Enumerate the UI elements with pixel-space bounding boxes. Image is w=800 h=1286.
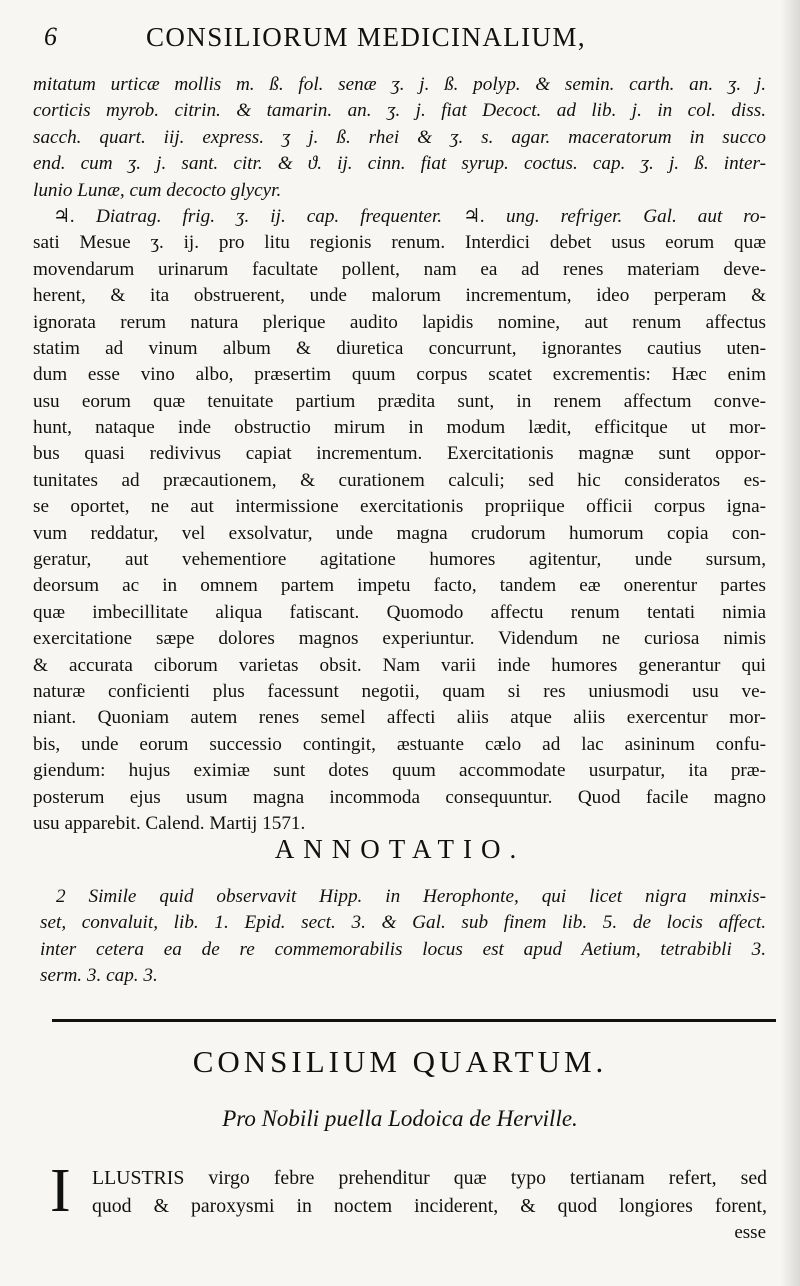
- body-line: herent, & ita obstruerent, unde malorum incrementum, ideo perperam &: [33, 285, 766, 307]
- body-line: vum reddatur, vel exsolvatur, unde magna crudorum humorum copia con-: [33, 522, 766, 544]
- body-line: se oportet, ne aut intermissione exercitationis propriique officii corpus igna-: [33, 496, 766, 518]
- body-line: posterum ejus usum magna incommoda consequuntur. Quod facile magno: [33, 786, 766, 808]
- annotatio-line: 2 Simile quid observavit Hipp. in Herophonte, qui licet nigra minxis-: [56, 886, 766, 907]
- body-line: ignorata rerum natura plerique audito lapidis nomine, aut renum affectus: [33, 311, 766, 333]
- body-line: niant. Quoniam autem renes semel affecti aliis atque aliis exercentur mor-: [33, 707, 766, 729]
- opening-text: [92, 1164, 767, 1220]
- section-title: CONSILIUM QUARTUM.: [192, 1044, 608, 1079]
- body-line: usu eorum quæ tenuitate partium prædita sunt, in renem affectum conve-: [33, 390, 766, 412]
- body-line: sacch. quart. iij. express. ʒ j. ß. rhei & ʒ. s. agar. maceratorum in succo: [33, 126, 766, 148]
- body-line: mitatum urticæ mollis m. ß. fol. senæ ʒ. j. ß. polyp. & semin. carth. an. ʒ. j.: [33, 74, 766, 95]
- body-line: bis, unde eorum successio contingit, æstuante cælo ad lac asininum confu-: [33, 733, 766, 755]
- body-line: lunio Lunæ, cum decocto glycyr.: [33, 179, 282, 201]
- body-line: deorsum ac in omnem partem impetu facto, tandem eæ onerentur partes: [33, 575, 766, 597]
- annotatio-line: set, convaluit, lib. 1. Epid. sect. 3. & Gal. sub finem lib. 5. de locis affect.: [40, 912, 766, 934]
- body-line: ♃. Diatrag. frig. ʒ. ij. cap. frequenter. ♃. ung. refriger. Gal. aut ro-: [53, 205, 766, 227]
- annotatio-heading: ANNOTATIO.: [274, 834, 526, 864]
- drop-cap: I: [50, 1157, 71, 1225]
- annotatio-line: serm. 3. cap. 3.: [40, 965, 158, 987]
- body-line: hunt, nataque inde obstructio mirum in modum lædit, efficitque ut mor-: [33, 417, 766, 439]
- page-edge-shadow: [780, 0, 800, 1286]
- body-line: statim ad vinum album & diuretica concurrunt, ignorantes cautius uten-: [33, 337, 766, 359]
- running-head: CONSILIORUM MEDICINALIUM,: [146, 22, 586, 52]
- body-text: [33, 72, 766, 837]
- page-number: 6: [44, 22, 57, 51]
- body-line: naturæ conficienti plus facessunt negotii, quam si res uniusmodi usu ve-: [33, 680, 766, 702]
- catchword: esse: [734, 1222, 766, 1243]
- body-line: movendarum urinarum facultate pollent, nam ea ad renes materiam deve-: [33, 258, 766, 280]
- section-divider: [52, 1019, 776, 1022]
- annotatio-line: inter cetera ea de re commemorabilis locus est apud Aetium, tetrabibli 3.: [40, 938, 766, 960]
- opening-line: quod & paroxysmi in noctem inciderent, & quod longiores forent,: [92, 1195, 767, 1217]
- body-line: geratur, aut vehementiore agitatione humores agitentur, unde sursum,: [33, 549, 766, 571]
- opening-line: LLUSTRIS virgo febre prehenditur quæ typo tertianam refert, sed: [92, 1167, 767, 1189]
- annotatio-text: [40, 884, 766, 990]
- body-line: tunitates ad præcautionem, & curationem calculi; sed hic consideratos es-: [33, 469, 766, 491]
- body-line: giendum: hujus eximiæ sunt dotes quum accommodate usurpatur, ita præ-: [33, 760, 766, 782]
- body-line: end. cum ʒ. j. sant. citr. & ϑ. ij. cinn. fiat syrup. coctus. cap. ʒ. j. ß. inter-: [33, 153, 766, 175]
- body-line: usu apparebit. Calend. Martij 1571.: [33, 812, 306, 834]
- section-subtitle: Pro Nobili puella Lodoica de Herville.: [222, 1106, 578, 1131]
- body-line: bus quasi redivivus capiat incrementum. Exercitationis magnæ sunt oppor-: [33, 443, 766, 465]
- body-line: dum esse vino albo, præsertim quum corpus scatet excrementis: Hæc enim: [33, 364, 766, 386]
- body-line: sati Mesue ʒ. ij. pro litu regionis renum. Interdici debet usus eorum quæ: [33, 232, 766, 254]
- body-line: corticis myrob. citrin. & tamarin. an. ʒ. j. fiat Decoct. ad lib. j. in col. diss.: [33, 100, 766, 122]
- body-line: exercitatione sæpe dolores magnos experiuntur. Videndum ne curiosa nimis: [33, 628, 766, 650]
- body-line: quæ imbecillitate aliqua fatiscant. Quomodo affectu renum tentati nimia: [33, 601, 766, 623]
- body-line: & accurata ciborum varietas obsit. Nam varii inde humores generantur qui: [33, 654, 766, 676]
